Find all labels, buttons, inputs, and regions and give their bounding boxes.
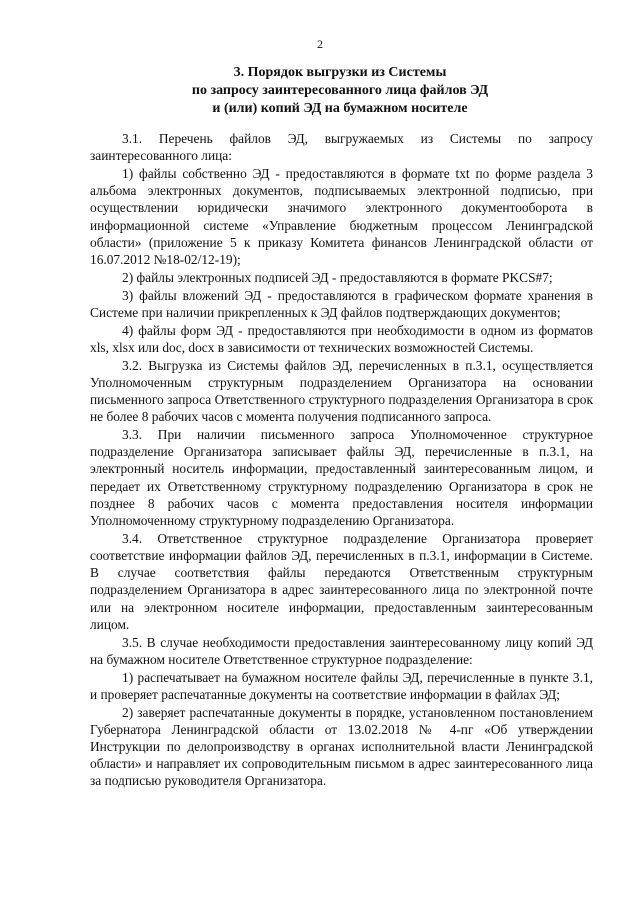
title-line-3: и (или) копий ЭД на бумажном носителе (212, 101, 468, 116)
list-item-3: 3) файлы вложений ЭД - предоставляются в графическом формате хранения в Системе при наличии прикрепленных к ЭД файлов подтверждающих документов; (90, 287, 593, 320)
paragraph-3-5: 3.5. В случае необходимости предоставления заинтересованному лицу копий ЭД на бумажном носителе Ответственное структурное подразделение: (90, 634, 593, 667)
list-item-2: 2) файлы электронных подписей ЭД - предоставляются в формате PKCS#7; (122, 269, 553, 285)
paragraph-3-2: 3.2. Выгрузка из Системы файлов ЭД, перечисленных в п.3.1, осуществляется Уполномоченным структурным подразделением Организатора на основании письменного запроса Ответственного структурного подразделения Организатора в срок не более 8 рабочих часов с момента получения подписанного запроса. (90, 357, 593, 425)
title-line-2: по запросу заинтересованного лица файлов ЭД (191, 83, 489, 98)
title-line-1: 3. Порядок выгрузки из Системы (233, 65, 447, 80)
page-number: 2 (317, 37, 323, 51)
list-item-3-5-2: 2) заверяет распечатанные документы в порядке, установленном постановлением Губернатора Ленинградской области от 13.02.2018 № 4-пг «Об утверждении Инструкции по делопроизводству в органах исполнительной власти Ленинградской области» и направляет их сопроводительным письмом в адрес заинтересованного лица за подписью руководителя Организатора. (90, 704, 593, 789)
paragraph-3-3: 3.3. При наличии письменного запроса Уполномоченное структурное подразделение Организатора записывает файлы ЭД, перечисленные в п.3.1, на электронный носитель информации, предоставленный заинтересованным лицом, и передает их Ответственному структурному подразделению Организатора в срок не позднее 8 рабочих часов с момента предоставления носителя информации Уполномоченному структурному подразделению Организатора. (90, 427, 593, 529)
list-item-1: 1) файлы собственно ЭД - предоставляются в формате txt по форме раздела 3 альбома электронных документов, подписываемых электронной подписью, при осуществлении юридически значимого электронного документооборота в информационной системе «Управление бюджетным процессом Ленинградской области» (приложение 5 к приказу Комитета финансов Ленинградской области от 16.07.2012 №18-02/12-19); (90, 166, 593, 268)
section-title (90, 64, 590, 118)
paragraph-3-1: 3.1. Перечень файлов ЭД, выгружаемых из Системы по запросу заинтересованного лица: (90, 131, 593, 164)
list-item-3-5-1: 1) распечатывает на бумажном носителе файлы ЭД, перечисленные в пункте 3.1, и проверяет распечатанные документы на соответствие информации в файлах ЭД; (90, 669, 593, 702)
paragraph-3-4: 3.4. Ответственное структурное подразделение Организатора проверяет соответствие информации файлов ЭД, перечисленных в п.3.1, информации в Системе. В случае соответствия файлы передаются Ответственным структурным подразделением Организатора в адрес заинтересованного лица по электронной почте или на электронном носителе информации, предоставленным заинтересованным лицом. (90, 530, 593, 632)
document-body (90, 130, 593, 790)
list-item-4: 4) файлы форм ЭД - предоставляются при необходимости в одном из форматов xls, xlsx или doc, docx в зависимости от технических возможностей Системы. (90, 322, 593, 355)
